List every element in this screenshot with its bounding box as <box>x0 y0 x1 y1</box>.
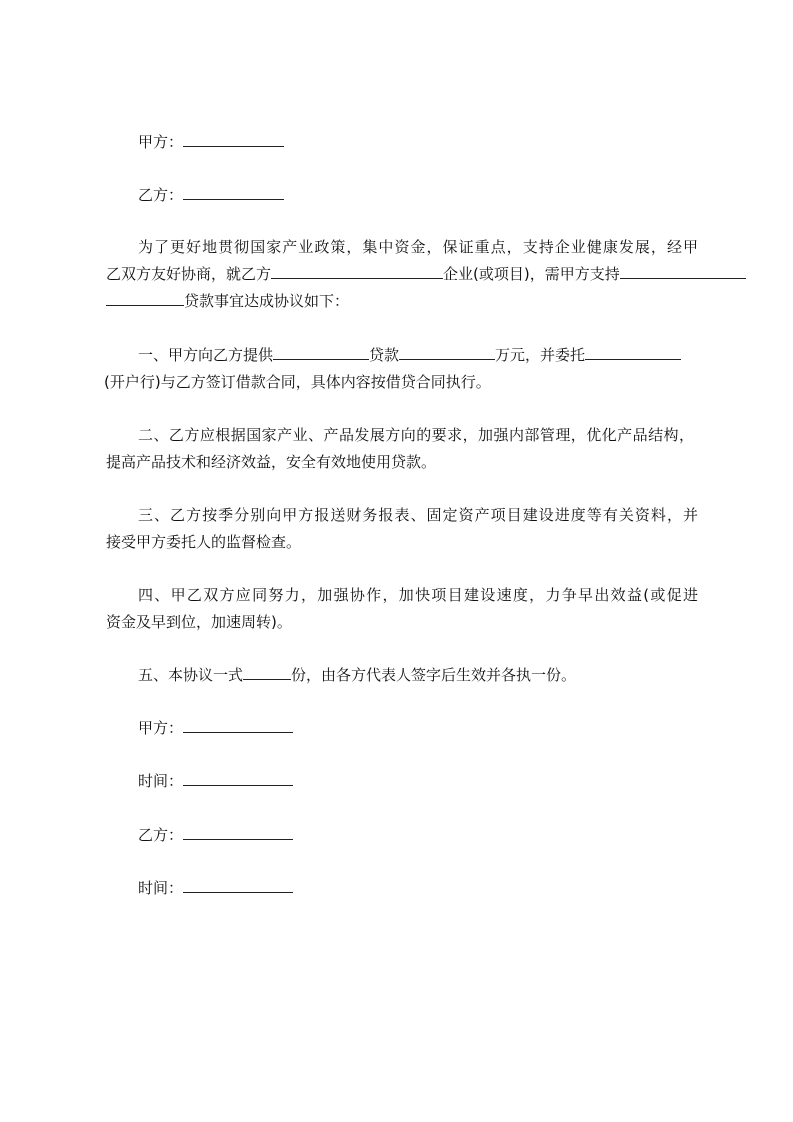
intro-support-blank-2 <box>106 291 184 306</box>
header-party-b <box>138 185 284 205</box>
signature-party-a-label: 甲方： <box>138 719 184 737</box>
clause-1-blank-1 <box>273 345 369 360</box>
clause-4-line-2: 资金及早到位，加速周转)。 <box>106 613 292 631</box>
signature-time-a-blank <box>183 771 293 786</box>
intro-line-1: 为了更好地贯彻国家产业政策，集中资金，保证重点，支持企业健康发展，经甲 <box>138 238 698 256</box>
signature-time-b-blank <box>183 878 293 893</box>
signature-party-a <box>138 718 293 738</box>
clause-1-a: 一、甲方向乙方提供 <box>138 346 274 364</box>
clause-5-a: 五、本协议一式 <box>138 666 244 684</box>
header-party-b-label: 乙方： <box>138 186 184 204</box>
signature-time-a-label: 时间： <box>138 772 184 790</box>
header-party-a-blank <box>183 132 284 147</box>
signature-party-b-blank <box>183 825 293 840</box>
header-party-b-blank <box>183 185 284 200</box>
signature-time-b-label: 时间： <box>138 879 184 897</box>
clause-3-line-1: 三、乙方按季分别向甲方报送财务报表、固定资产项目建设进度等有关资料，并 <box>138 506 698 524</box>
clause-1-blank-3 <box>585 345 681 360</box>
clause-5-b: 份，由各方代表人签字后生效并各执一份。 <box>291 666 577 684</box>
intro-line-2-a: 乙双方友好协商，就乙方 <box>106 265 272 283</box>
intro-support-blank-1 <box>620 264 746 279</box>
intro-line-3-b: 贷款事宜达成协议如下： <box>184 292 350 310</box>
clause-5-copies-blank <box>243 665 291 680</box>
signature-party-b <box>138 825 293 845</box>
signature-time-b <box>138 878 293 898</box>
clause-2-line-1: 二、乙方应根据国家产业、产品发展方向的要求，加强内部管理，优化产品结构， <box>138 426 694 444</box>
intro-project-blank <box>271 264 443 279</box>
signature-party-b-label: 乙方： <box>138 826 184 844</box>
clause-4-line-1: 四、甲乙双方应同努力，加强协作，加快项目建设速度，力争早出效益(或促进 <box>138 586 698 604</box>
clause-5-line <box>138 665 576 685</box>
clause-1-line-1 <box>138 345 681 365</box>
header-party-a-label: 甲方： <box>138 133 184 151</box>
clause-1-line-2: (开户行)与乙方签订借款合同，具体内容按借贷合同执行。 <box>104 373 491 391</box>
signature-party-a-blank <box>183 718 293 733</box>
header-party-a <box>138 132 284 152</box>
intro-line-2-b: 企业(或项目)，需甲方支持 <box>443 265 620 283</box>
signature-time-a <box>138 771 293 791</box>
clause-1-c: 万元，并委托 <box>495 346 586 364</box>
clause-2-line-2: 提高产品技术和经济效益，安全有效地使用贷款。 <box>106 453 437 471</box>
clause-1-blank-2 <box>399 345 495 360</box>
intro-line-3 <box>106 291 349 311</box>
intro-line-2 <box>106 264 746 284</box>
clause-1-b: 贷款 <box>369 346 400 364</box>
clause-3-line-2: 接受甲方委托人的监督检查。 <box>106 533 302 551</box>
